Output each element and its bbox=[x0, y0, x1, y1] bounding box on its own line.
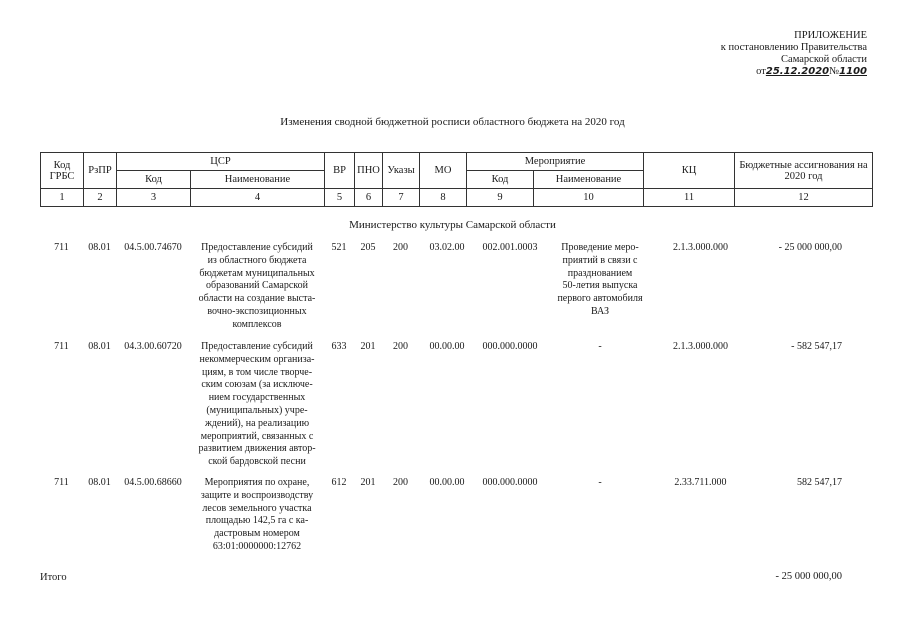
amount-cell: 582 547,17 bbox=[797, 477, 842, 488]
cell-text-line: Проведение меро- bbox=[561, 242, 639, 253]
from-label: от bbox=[756, 66, 766, 77]
ministry-section-title: Министерство культуры Самарской области bbox=[349, 219, 556, 231]
cell-text-line: ским союзам (за исключе- bbox=[201, 379, 313, 391]
column-number: 7 bbox=[383, 189, 420, 207]
cell-text-line: образований Самарской bbox=[206, 280, 308, 292]
header-budget: Бюджетные ассигнования на 2020 год bbox=[735, 153, 873, 189]
pno-cell: 205 bbox=[360, 242, 376, 253]
vr-cell: 633 bbox=[331, 341, 347, 352]
event-name-cell bbox=[545, 242, 655, 319]
region-name: Самарской области bbox=[781, 54, 867, 65]
csr-code-cell: 04.5.00.74670 bbox=[124, 242, 182, 253]
amount-cell: - 582 547,17 bbox=[791, 341, 842, 352]
cell-text-line: (муниципальных) учре- bbox=[206, 404, 308, 416]
event-name-cell bbox=[545, 477, 655, 490]
csr-code-cell: 04.3.00.60720 bbox=[124, 341, 182, 352]
event-code-cell: 002.001.0003 bbox=[482, 242, 538, 253]
cell-text-line: первого автомобиля bbox=[557, 293, 643, 305]
column-number: 2 bbox=[84, 189, 117, 207]
mo-cell: 00.00.00 bbox=[429, 477, 465, 488]
header-vr: ВР bbox=[325, 153, 355, 189]
cell-text-line: циям, в том числе творче- bbox=[201, 366, 313, 378]
cell-text-line: площадью 142,5 га с ка- bbox=[205, 515, 309, 527]
cell-text-line: вочно-экспозиционных bbox=[207, 305, 307, 317]
document-title: Изменения сводной бюджетной росписи областного бюджета на 2020 год bbox=[280, 116, 625, 128]
event-name-cell bbox=[545, 341, 655, 354]
cell-text-line: развитием движения автор- bbox=[198, 443, 316, 455]
cell-text-line: ской бардовской песни bbox=[208, 456, 306, 468]
header-event-name: Наименование bbox=[534, 171, 644, 189]
grbs-cell: 711 bbox=[54, 341, 69, 352]
header-mo: МО bbox=[420, 153, 467, 189]
cell-text-line: комплексов bbox=[232, 318, 282, 330]
cell-text-line: Предоставление субсидий bbox=[201, 242, 313, 253]
cell-text-line: области на создание выста- bbox=[198, 293, 316, 305]
header-csr-code: Код bbox=[117, 171, 191, 189]
column-number: 10 bbox=[534, 189, 644, 207]
total-amount: - 25 000 000,00 bbox=[775, 571, 842, 582]
column-number: 4 bbox=[191, 189, 325, 207]
cell-text-line: бюджетам муниципальных bbox=[199, 267, 315, 279]
pno-cell: 201 bbox=[360, 477, 376, 488]
document-header bbox=[607, 30, 867, 78]
rzpr-cell: 08.01 bbox=[88, 242, 111, 253]
kc-cell: 2.1.3.000.000 bbox=[673, 242, 728, 253]
number-label: № bbox=[829, 66, 840, 77]
kc-cell: 2.1.3.000.000 bbox=[673, 341, 728, 352]
cell-text-line: ВАЗ bbox=[590, 305, 610, 317]
cell-text-line: 63:01:0000000:12762 bbox=[212, 540, 302, 552]
appendix-label: ПРИЛОЖЕНИЕ bbox=[794, 30, 867, 41]
csr-code-cell: 04.5.00.68660 bbox=[124, 477, 182, 488]
header-ukazy: Указы bbox=[383, 153, 420, 189]
mo-cell: 03.02.00 bbox=[429, 242, 465, 253]
cell-text-line: защите и воспроизводству bbox=[200, 489, 314, 501]
pno-cell: 201 bbox=[360, 341, 376, 352]
ukazy-cell: 200 bbox=[393, 341, 408, 352]
ukazy-cell: 200 bbox=[393, 477, 408, 488]
csr-name-cell bbox=[190, 242, 324, 332]
column-number: 6 bbox=[355, 189, 383, 207]
mo-cell: 00.00.00 bbox=[429, 341, 465, 352]
cell-text-line: некоммерческим организа- bbox=[199, 353, 315, 365]
vr-cell: 612 bbox=[331, 477, 347, 488]
column-number: 9 bbox=[467, 189, 534, 207]
cell-text-line: дастровым номером bbox=[214, 528, 300, 540]
column-number: 5 bbox=[325, 189, 355, 207]
vr-cell: 521 bbox=[331, 242, 347, 253]
header-rzpr: РзПР bbox=[84, 153, 117, 189]
column-number: 3 bbox=[117, 189, 191, 207]
cell-text-line: ждений), на реализацию bbox=[204, 417, 310, 429]
header-grbs: Код ГРБС bbox=[41, 153, 84, 189]
csr-name-cell bbox=[190, 341, 324, 469]
header-csr: ЦСР bbox=[117, 153, 325, 171]
header-csr-name: Наименование bbox=[191, 171, 325, 189]
amount-cell: - 25 000 000,00 bbox=[778, 242, 842, 253]
column-number: 12 bbox=[735, 189, 873, 207]
cell-text-line: Мероприятия по охране, bbox=[204, 477, 310, 488]
decree-date: 25.12.2020 bbox=[765, 66, 830, 77]
grbs-cell: 711 bbox=[54, 477, 69, 488]
column-number: 8 bbox=[420, 189, 467, 207]
cell-text-line: - bbox=[598, 477, 602, 488]
cell-text-line: 50-летия выпуска bbox=[562, 280, 638, 292]
cell-text-line: празднованием bbox=[567, 267, 633, 279]
cell-text-line: - bbox=[598, 341, 602, 352]
rzpr-cell: 08.01 bbox=[88, 477, 111, 488]
column-number: 11 bbox=[644, 189, 735, 207]
cell-text-line: нием государственных bbox=[208, 392, 306, 404]
total-label: Итого bbox=[40, 572, 67, 583]
decree-reference: к постановлению Правительства bbox=[720, 42, 867, 53]
decree-number: 1100 bbox=[839, 66, 867, 77]
event-code-cell: 000.000.0000 bbox=[482, 477, 538, 488]
header-event-code: Код bbox=[467, 171, 534, 189]
ukazy-cell: 200 bbox=[393, 242, 408, 253]
cell-text-line: приятий в связи с bbox=[562, 254, 638, 266]
cell-text-line: из областного бюджета bbox=[207, 254, 307, 266]
cell-text-line: лесов земельного участка bbox=[202, 502, 312, 514]
header-pno: ПНО bbox=[355, 153, 383, 189]
kc-cell: 2.33.711.000 bbox=[674, 477, 727, 488]
grbs-cell: 711 bbox=[54, 242, 69, 253]
csr-name-cell bbox=[190, 477, 324, 554]
decree-date-line bbox=[607, 66, 867, 78]
header-event: Мероприятие bbox=[467, 153, 644, 171]
cell-text-line: мероприятий, связанных с bbox=[200, 430, 314, 442]
budget-table-header bbox=[40, 152, 873, 207]
column-number: 1 bbox=[41, 189, 84, 207]
cell-text-line: Предоставление субсидий bbox=[201, 341, 313, 352]
header-kc: КЦ bbox=[644, 153, 735, 189]
rzpr-cell: 08.01 bbox=[88, 341, 111, 352]
event-code-cell: 000.000.0000 bbox=[482, 341, 538, 352]
